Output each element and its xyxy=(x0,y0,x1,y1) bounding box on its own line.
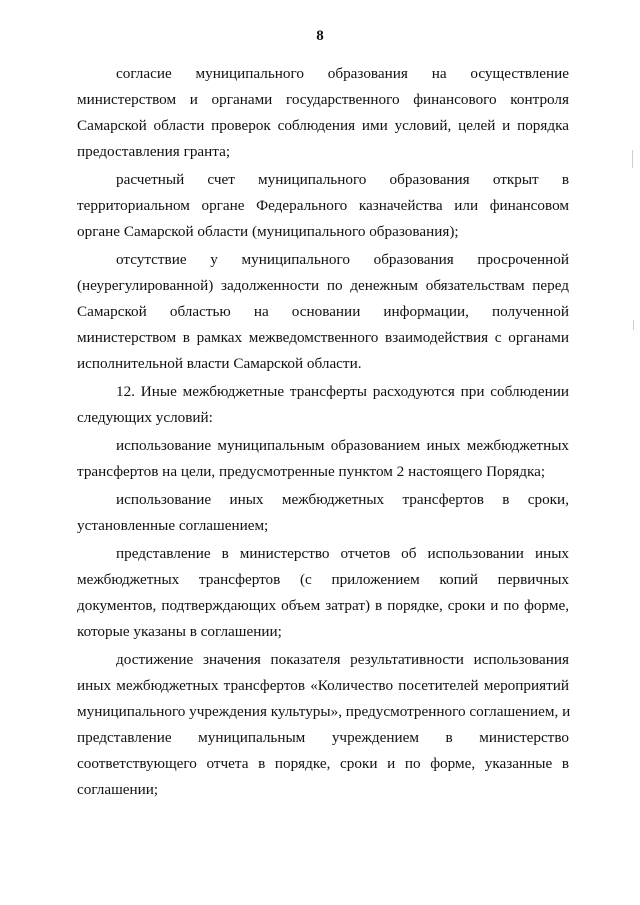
text-line: органе Самарской области (муниципального образования); xyxy=(77,223,459,240)
scan-edge-mark xyxy=(632,150,633,168)
text-line: министерством в рамках межведомственного взаимодействия с органами xyxy=(77,329,569,346)
text-line: Самарской области проверок соблюдения ими условий, целей и порядка xyxy=(77,117,569,134)
text-line: использование муниципальным образованием иных межбюджетных xyxy=(116,437,569,454)
text-line: представление в министерство отчетов об использовании иных xyxy=(116,545,569,562)
text-line: соответствующего отчета в порядке, сроки и по форме, указанные в xyxy=(77,755,569,772)
paragraph xyxy=(77,433,569,485)
paragraph xyxy=(77,61,569,165)
text-line: использование иных межбюджетных трансфертов в сроки, xyxy=(116,491,569,508)
paragraph xyxy=(77,541,569,645)
text-line: согласие муниципального образования на осуществление xyxy=(116,65,569,82)
text-line: которые указаны в соглашении; xyxy=(77,623,282,640)
text-line: предоставления гранта; xyxy=(77,143,231,160)
text-line: представление муниципальным учреждением в министерство xyxy=(77,729,569,746)
text-line: отсутствие у муниципального образования просроченной xyxy=(116,251,569,268)
page-number: 8 xyxy=(316,28,324,44)
text-line: 12. Иные межбюджетные трансферты расходуются при соблюдении xyxy=(116,383,569,400)
document-body xyxy=(77,61,569,805)
text-line: достижение значения показателя результативности использования xyxy=(116,651,569,668)
paragraph xyxy=(77,647,569,803)
text-line: межбюджетных трансфертов (с приложением копий первичных xyxy=(77,571,569,588)
text-line: трансфертов на цели, предусмотренные пунктом 2 настоящего Порядка; xyxy=(77,463,546,480)
paragraph xyxy=(77,247,569,377)
text-line: расчетный счет муниципального образования открыт в xyxy=(116,171,569,188)
text-line: документов, подтверждающих объем затрат) в порядке, сроки и по форме, xyxy=(77,597,569,614)
paragraph xyxy=(77,487,569,539)
text-line: муниципального учреждения культуры», предусмотренного соглашением, и xyxy=(77,703,571,720)
text-line: министерством и органами государственного финансового контроля xyxy=(77,91,569,108)
text-line: Самарской областью на основании информации, полученной xyxy=(77,303,569,320)
text-line: следующих условий: xyxy=(77,409,213,426)
text-line: (неурегулированной) задолженности по денежным обязательствам перед xyxy=(77,277,569,294)
text-line: территориальном органе Федерального казначейства или финансовом xyxy=(77,197,569,214)
paragraph xyxy=(77,167,569,245)
scan-edge-mark xyxy=(633,320,634,330)
text-line: исполнительной власти Самарской области. xyxy=(77,355,362,372)
text-line: иных межбюджетных трансфертов «Количество посетителей мероприятий xyxy=(77,677,569,694)
text-line: установленные соглашением; xyxy=(77,517,269,534)
paragraph xyxy=(77,379,569,431)
text-line: соглашении; xyxy=(77,781,159,798)
